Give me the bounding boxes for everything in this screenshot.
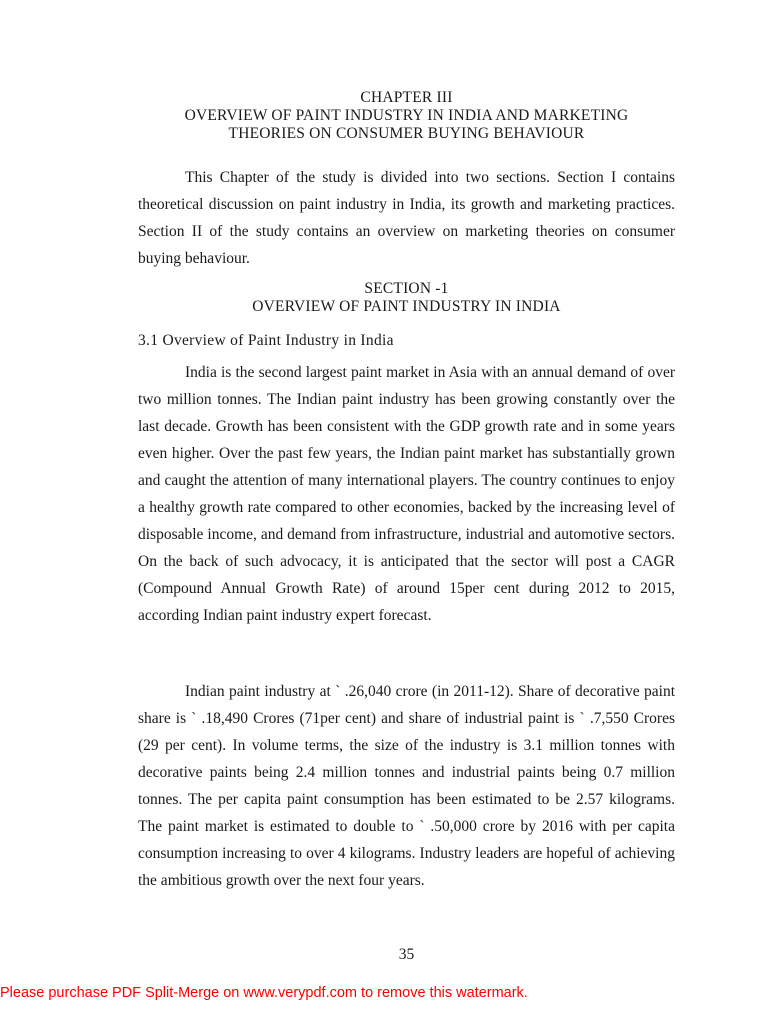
section-title: OVERVIEW OF PAINT INDUSTRY IN INDIA	[252, 298, 561, 315]
chapter-title-line-1: OVERVIEW OF PAINT INDUSTRY IN INDIA AND MARKETING	[184, 107, 629, 124]
intro-paragraph: This Chapter of the study is divided into two sections. Section I contains theoretical discussion on paint industry in India, its growth and marketing practices. Section II of the study contains an overview on marketing theories on consumer buying behaviour.	[138, 169, 675, 267]
chapter-label: CHAPTER III	[360, 89, 453, 106]
page-number: 35	[398, 946, 415, 963]
watermark-text: Please purchase PDF Split-Merge on www.verypdf.com to remove this watermark.	[0, 985, 528, 1001]
section-heading	[138, 280, 675, 316]
chapter-heading	[138, 89, 675, 143]
subsection-title: 3.1 Overview of Paint Industry in India	[138, 332, 394, 349]
section-label: SECTION -1	[364, 280, 449, 297]
body-paragraph-industry-size: Indian paint industry at ` .26,040 crore (in 2011-12). Share of decorative paint share is ` .18,490 Crores (71per cent) and share of industrial paint is ` .7,550 Crores (29 per cent). In volume terms, the size of the industry is 3.1 million tonnes with decorative paints being 2.4 million tonnes and industrial paints being 0.7 million tonnes. The per capita paint consumption has been estimated to be 2.57 kilograms. The paint market is estimated to double to ` .50,000 crore by 2016 with per capita consumption increasing to over 4 kilograms. Industry leaders are hopeful of achieving the ambitious growth over the next four years.	[138, 683, 675, 889]
chapter-title-line-2: THEORIES ON CONSUMER BUYING BEHAVIOUR	[228, 125, 585, 142]
body-paragraph-market-overview: India is the second largest paint market in Asia with an annual demand of over two million tonnes. The Indian paint industry has been growing constantly over the last decade. Growth has been consistent with the GDP growth rate and in some years even higher. Over the past few years, the Indian paint market has substantially grown and caught the attention of many international players. The country continues to enjoy a healthy growth rate compared to other economies, backed by the increasing level of disposable income, and demand from infrastructure, industrial and automotive sectors. On the back of such advocacy, it is anticipated that the sector will post a CAGR (Compound Annual Growth Rate) of around 15per cent during 2012 to 2015, according Indian paint industry expert forecast.	[138, 364, 675, 624]
